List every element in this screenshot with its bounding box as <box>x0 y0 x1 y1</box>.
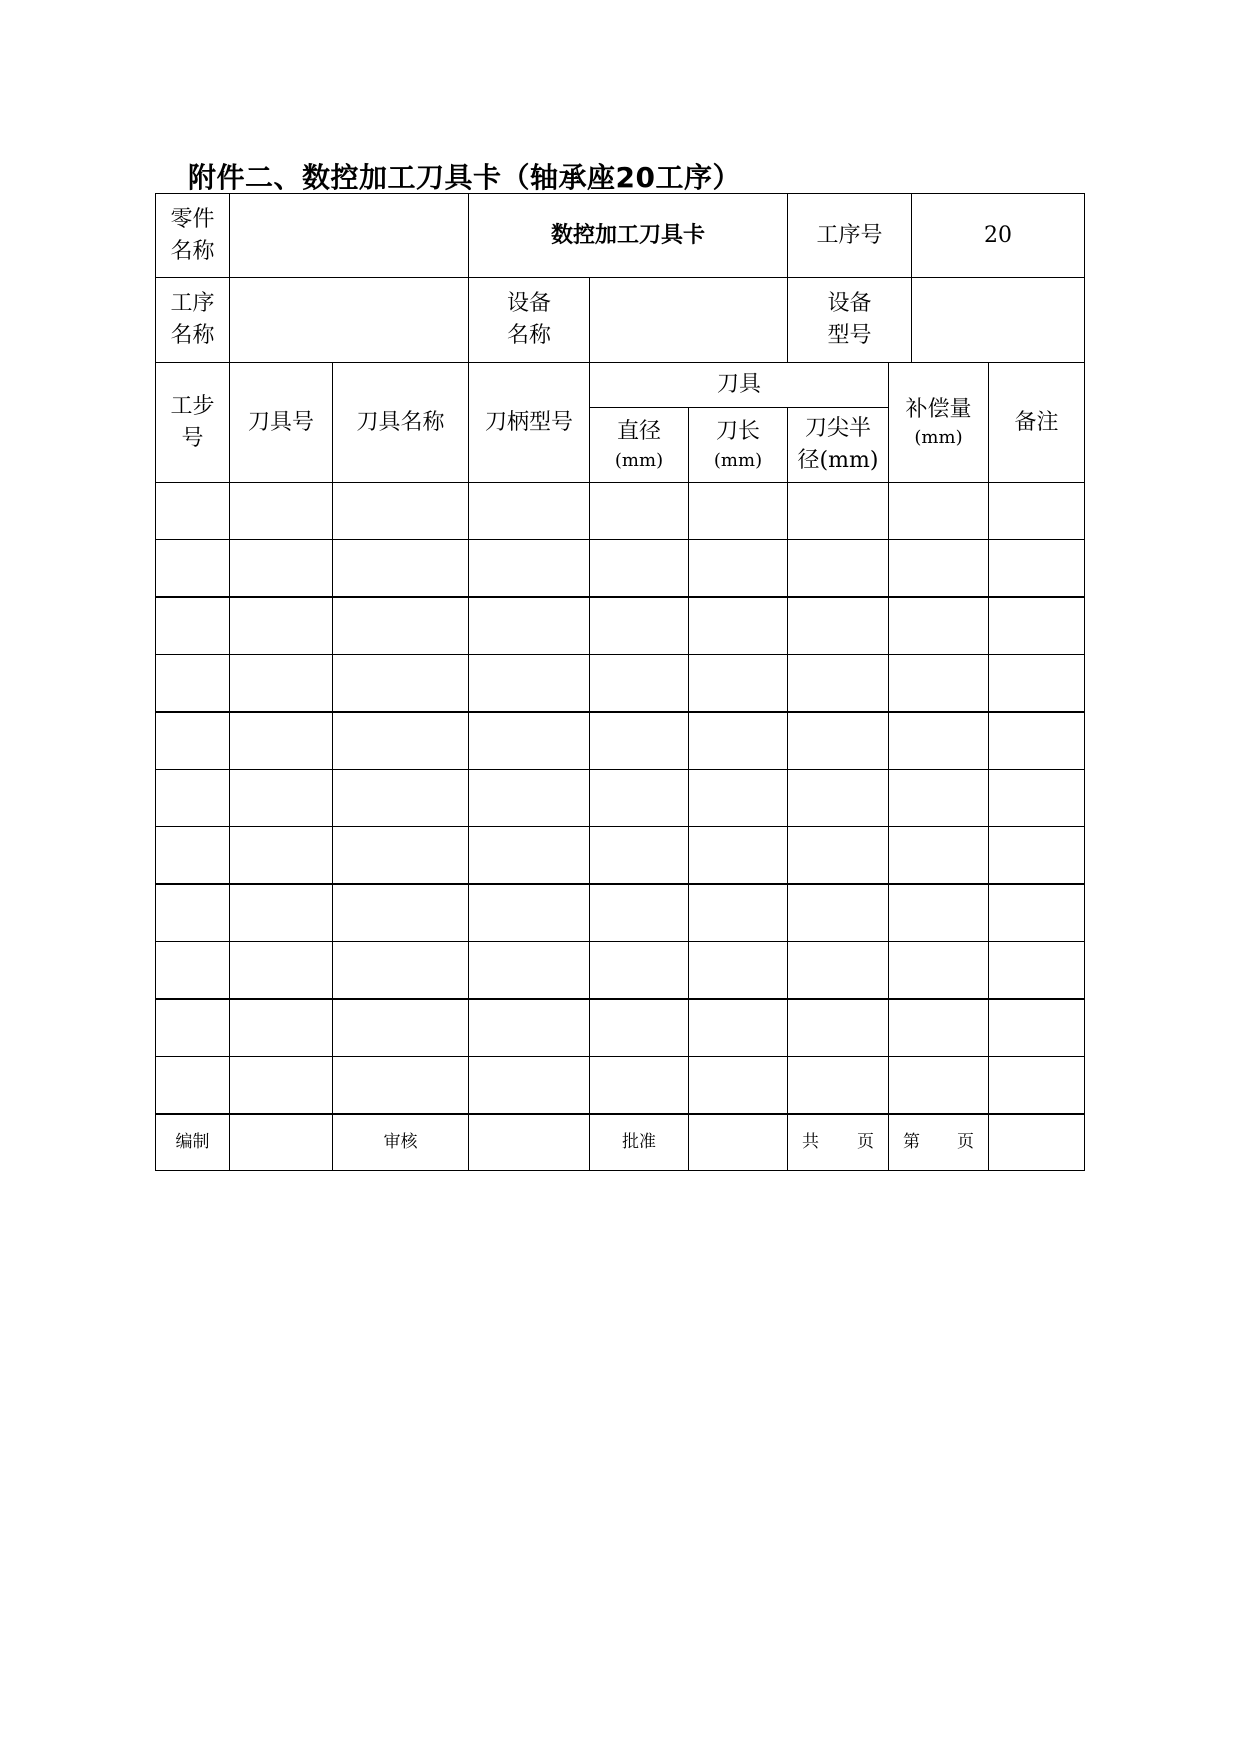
table-cell[interactable] <box>589 482 689 540</box>
table-cell[interactable] <box>229 941 333 999</box>
table-cell[interactable] <box>155 597 230 655</box>
table-cell[interactable] <box>468 712 590 770</box>
table-cell[interactable] <box>888 999 989 1057</box>
table-cell[interactable] <box>468 1056 590 1114</box>
table-cell[interactable] <box>688 769 788 827</box>
table-cell[interactable] <box>229 654 333 712</box>
table-cell[interactable] <box>787 1056 889 1114</box>
page-number: 第 页 <box>888 1114 989 1171</box>
equipment-model-value[interactable] <box>911 277 1085 363</box>
table-cell[interactable] <box>988 999 1085 1057</box>
table-cell[interactable] <box>888 539 989 597</box>
table-cell[interactable] <box>332 769 469 827</box>
table-cell[interactable] <box>787 539 889 597</box>
process-no-value[interactable]: 20 <box>911 193 1085 278</box>
table-cell[interactable] <box>155 482 230 540</box>
part-name-value[interactable] <box>229 193 469 278</box>
table-cell[interactable] <box>888 597 989 655</box>
total-pages: 共 页 <box>787 1114 889 1171</box>
table-cell[interactable] <box>155 769 230 827</box>
table-cell[interactable] <box>332 884 469 942</box>
part-name-label: 零件 名称 <box>155 193 230 278</box>
table-cell[interactable] <box>332 999 469 1057</box>
table-cell[interactable] <box>155 826 230 884</box>
table-cell[interactable] <box>468 482 590 540</box>
table-cell[interactable] <box>589 769 689 827</box>
table-cell[interactable] <box>332 597 469 655</box>
table-cell[interactable] <box>888 712 989 770</box>
col-step-no: 工步 号 <box>155 362 230 483</box>
footer-extra[interactable] <box>988 1114 1085 1171</box>
table-cell[interactable] <box>332 712 469 770</box>
table-cell[interactable] <box>888 941 989 999</box>
table-cell[interactable] <box>888 826 989 884</box>
table-cell[interactable] <box>688 999 788 1057</box>
table-cell[interactable] <box>888 482 989 540</box>
table-cell[interactable] <box>888 884 989 942</box>
equipment-model-label: 设备 型号 <box>787 277 912 363</box>
col-compensation: 补偿量 (mm) <box>888 362 989 483</box>
table-cell[interactable] <box>468 826 590 884</box>
table-cell[interactable] <box>589 999 689 1057</box>
table-cell[interactable] <box>468 884 590 942</box>
table-cell[interactable] <box>468 999 590 1057</box>
table-cell[interactable] <box>589 597 689 655</box>
table-cell[interactable] <box>332 482 469 540</box>
table-cell[interactable] <box>688 941 788 999</box>
approved-value[interactable] <box>688 1114 788 1171</box>
table-cell[interactable] <box>888 1056 989 1114</box>
col-remarks: 备注 <box>988 362 1085 483</box>
table-cell[interactable] <box>787 482 889 540</box>
table-cell[interactable] <box>155 941 230 999</box>
table-cell[interactable] <box>468 941 590 999</box>
table-cell[interactable] <box>332 941 469 999</box>
table-cell[interactable] <box>988 597 1085 655</box>
table-cell[interactable] <box>332 654 469 712</box>
document-heading: 附件二、数控加工刀具卡（轴承座20工序） <box>188 161 741 194</box>
table-cell[interactable] <box>988 769 1085 827</box>
table-cell[interactable] <box>787 597 889 655</box>
table-cell[interactable] <box>688 884 788 942</box>
table-cell[interactable] <box>787 884 889 942</box>
tool-card-table <box>155 193 1085 1171</box>
table-cell[interactable] <box>229 539 333 597</box>
table-cell[interactable] <box>589 1056 689 1114</box>
table-cell[interactable] <box>688 597 788 655</box>
table-cell[interactable] <box>589 712 689 770</box>
table-cell[interactable] <box>888 654 989 712</box>
table-cell[interactable] <box>787 941 889 999</box>
table-cell[interactable] <box>468 654 590 712</box>
table-cell[interactable] <box>787 769 889 827</box>
table-cell[interactable] <box>332 1056 469 1114</box>
table-cell[interactable] <box>787 826 889 884</box>
equipment-name-label: 设备 名称 <box>468 277 590 363</box>
process-no-label: 工序号 <box>787 193 912 278</box>
table-cell[interactable] <box>229 1056 333 1114</box>
table-cell[interactable] <box>155 712 230 770</box>
prepared-value[interactable] <box>229 1114 333 1171</box>
table-cell[interactable] <box>229 597 333 655</box>
reviewed-value[interactable] <box>468 1114 590 1171</box>
process-name-value[interactable] <box>229 277 469 363</box>
table-cell[interactable] <box>988 941 1085 999</box>
col-tip-radius: 刀尖半 径(mm) <box>787 407 889 483</box>
table-cell[interactable] <box>332 539 469 597</box>
table-cell[interactable] <box>688 654 788 712</box>
col-tool-group: 刀具 <box>589 362 889 408</box>
table-cell[interactable] <box>688 826 788 884</box>
table-cell[interactable] <box>155 654 230 712</box>
col-diameter: 直径 (mm) <box>589 407 689 483</box>
table-cell[interactable] <box>229 482 333 540</box>
table-cell[interactable] <box>787 712 889 770</box>
table-cell[interactable] <box>229 712 333 770</box>
table-cell[interactable] <box>787 999 889 1057</box>
table-cell[interactable] <box>988 884 1085 942</box>
col-tool-no: 刀具号 <box>229 362 333 483</box>
table-cell[interactable] <box>888 769 989 827</box>
table-cell[interactable] <box>988 482 1085 540</box>
col-holder-model: 刀柄型号 <box>468 362 590 483</box>
prepared-label: 编制 <box>155 1114 230 1171</box>
table-cell[interactable] <box>229 999 333 1057</box>
table-cell[interactable] <box>589 826 689 884</box>
reviewed-label: 审核 <box>332 1114 469 1171</box>
col-tool-name: 刀具名称 <box>332 362 469 483</box>
approved-label: 批准 <box>589 1114 689 1171</box>
table-cell[interactable] <box>787 654 889 712</box>
equipment-name-value[interactable] <box>589 277 788 363</box>
table-cell[interactable] <box>229 769 333 827</box>
table-cell[interactable] <box>688 712 788 770</box>
table-cell[interactable] <box>468 597 590 655</box>
table-cell[interactable] <box>988 539 1085 597</box>
table-cell[interactable] <box>688 1056 788 1114</box>
card-title: 数控加工刀具卡 <box>468 193 788 278</box>
table-cell[interactable] <box>589 654 689 712</box>
table-cell[interactable] <box>229 884 333 942</box>
table-cell[interactable] <box>155 884 230 942</box>
col-length: 刀长 (mm) <box>688 407 788 483</box>
table-cell[interactable] <box>468 539 590 597</box>
table-cell[interactable] <box>155 1056 230 1114</box>
table-cell[interactable] <box>468 769 590 827</box>
table-cell[interactable] <box>988 1056 1085 1114</box>
table-cell[interactable] <box>988 712 1085 770</box>
table-cell[interactable] <box>688 482 788 540</box>
table-cell[interactable] <box>332 826 469 884</box>
table-cell[interactable] <box>229 826 333 884</box>
table-cell[interactable] <box>155 999 230 1057</box>
table-cell[interactable] <box>688 539 788 597</box>
table-cell[interactable] <box>155 539 230 597</box>
table-cell[interactable] <box>589 884 689 942</box>
table-cell[interactable] <box>589 539 689 597</box>
table-cell[interactable] <box>988 654 1085 712</box>
table-cell[interactable] <box>988 826 1085 884</box>
table-cell[interactable] <box>589 941 689 999</box>
process-name-label: 工序 名称 <box>155 277 230 363</box>
